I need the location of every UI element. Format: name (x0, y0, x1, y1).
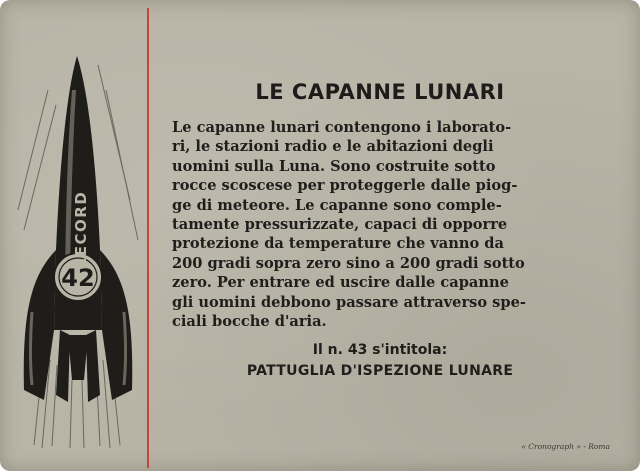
card-number: 42 (61, 264, 95, 292)
brand-text: RECORD (72, 190, 90, 270)
card-title: LE CAPANNE LUNARI (255, 80, 505, 104)
next-card-title: PATTUGLIA D'ISPEZIONE LUNARE (246, 363, 514, 379)
card-description: Le capanne lunari contengono i laborato- ri, le stazioni radio e le abitazioni degli uomini sulla Luna. Sono costruite sotto rocce scoscese per proteggerle dalle piog- ge di meteore. Le capanne sono comple- tamente pressurizzate, capaci di opporre protezione da temperature che vanno da 200 gradi sopra zero sino a 200 gradi sotto zero. Per entrare ed uscire dalle capanne gli uomini debbono passare attraverso spe- ciali bocche d'aria. (172, 119, 526, 331)
next-card-label: Il n. 43 s'intitola: (312, 342, 448, 358)
rocket-logo-icon (10, 50, 150, 450)
printer-imprint: « Cronograph » - Roma (521, 442, 610, 451)
